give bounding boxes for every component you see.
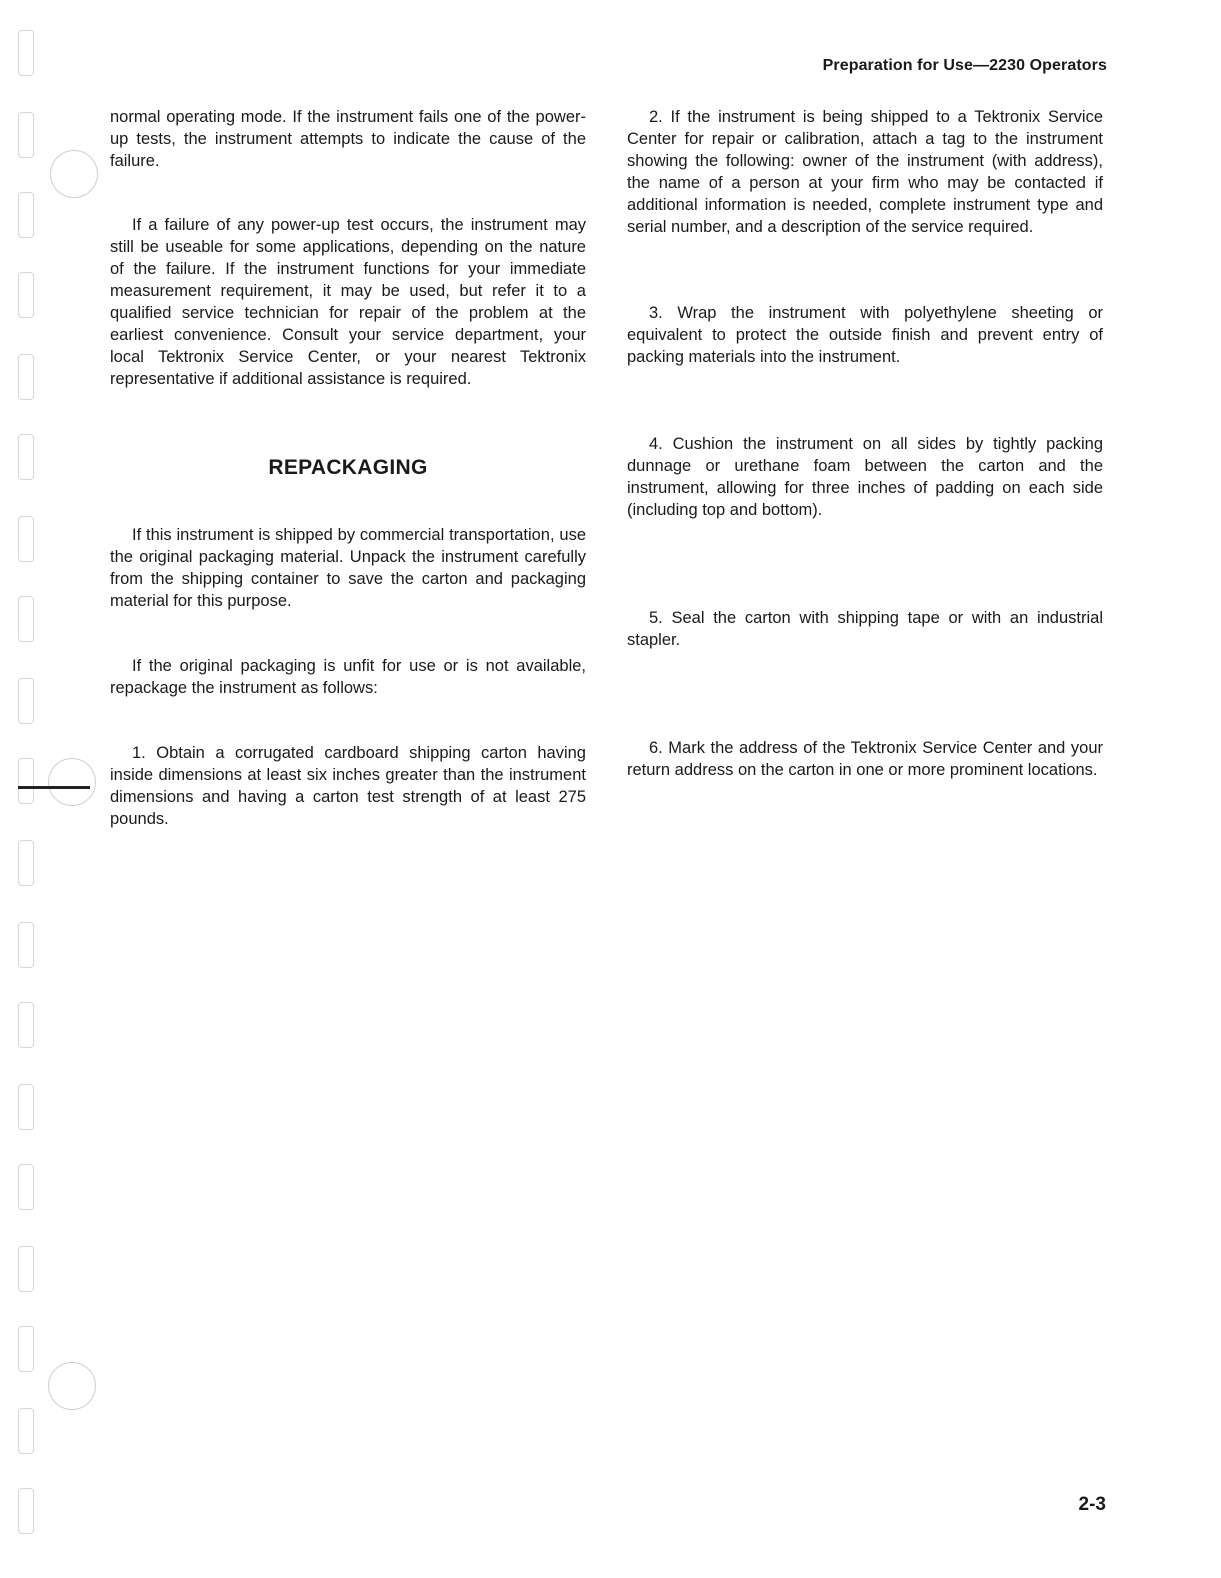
binder-slot bbox=[18, 1084, 34, 1130]
binder-slot bbox=[18, 758, 34, 804]
binder-slot bbox=[18, 1408, 34, 1454]
binder-slot bbox=[18, 840, 34, 886]
ring-hole bbox=[50, 150, 98, 198]
binder-slot bbox=[18, 354, 34, 400]
step-1: 1. Obtain a corrugated cardboard shipping carton having inside dimensions at least six inches greater than the instrument dimensions and having a carton test strength of at least 275 pounds. bbox=[110, 744, 586, 828]
binder-slot bbox=[18, 1246, 34, 1292]
left-column bbox=[110, 106, 586, 390]
paragraph-repack-unfit: If the original packaging is unfit for use or is not available, repackage the instrument as follows: bbox=[110, 657, 586, 697]
right-column bbox=[627, 106, 1103, 781]
binder-slot bbox=[18, 516, 34, 562]
step-4: 4. Cushion the instrument on all sides by tightly packing dunnage or urethane foam between the carton and the instrument, allowing for three inches of padding on each side (including top and bottom). bbox=[627, 435, 1103, 519]
ring-hole bbox=[48, 1362, 96, 1410]
binder-slot bbox=[18, 272, 34, 318]
step-2: 2. If the instrument is being shipped to a Tektronix Service Center for repair or calibration, attach a tag to the instrument showing the following: owner of the instrument (with address), the name of a person at your firm who may be contacted if additional information is needed, complete instrument type and serial number, and a description of the service required. bbox=[627, 108, 1103, 236]
binder-slot bbox=[18, 30, 34, 76]
paragraph-continued: normal operating mode. If the instrument fails one of the power-up tests, the instrument attempts to indicate the cause of the failure. bbox=[110, 108, 586, 170]
section-heading: REPACKAGING bbox=[268, 456, 428, 479]
binder-slot bbox=[18, 1326, 34, 1372]
page-number: 2-3 bbox=[1078, 1494, 1106, 1515]
binder-slot bbox=[18, 678, 34, 724]
binder-slot bbox=[18, 1164, 34, 1210]
paragraph-repack-intro: If this instrument is shipped by commercial transportation, use the original packaging material. Unpack the instrument carefully from the shipping container to save the carton and packaging material for this purpose. bbox=[110, 526, 586, 610]
binder-slot bbox=[18, 112, 34, 158]
step-3: 3. Wrap the instrument with polyethylene sheeting or equivalent to protect the outside finish and prevent entry of packing materials into the instrument. bbox=[627, 304, 1103, 366]
scan-mark bbox=[18, 786, 90, 789]
binder-slot bbox=[18, 192, 34, 238]
step-5: 5. Seal the carton with shipping tape or with an industrial stapler. bbox=[627, 609, 1103, 649]
binder-slot bbox=[18, 1488, 34, 1534]
binder-slot bbox=[18, 434, 34, 480]
binder-holes bbox=[14, 30, 40, 1550]
binder-slot bbox=[18, 596, 34, 642]
ring-hole bbox=[48, 758, 96, 806]
step-6: 6. Mark the address of the Tektronix Service Center and your return address on the carton in one or more prominent locations. bbox=[627, 739, 1103, 779]
paragraph-failure: If a failure of any power-up test occurs, the instrument may still be useable for some applications, depending on the nature of the failure. If the instrument functions for your immediate measurement requirement, it may be used, but refer it to a qualified service technician for repair of the problem at the earliest convenience. Consult your service department, your local Tektronix Service Center, or your nearest Tektronix representative if additional assistance is required. bbox=[110, 216, 586, 388]
binder-slot bbox=[18, 922, 34, 968]
binder-slot bbox=[18, 1002, 34, 1048]
running-header: Preparation for Use—2230 Operators bbox=[822, 57, 1107, 74]
left-column-lower bbox=[110, 524, 586, 830]
